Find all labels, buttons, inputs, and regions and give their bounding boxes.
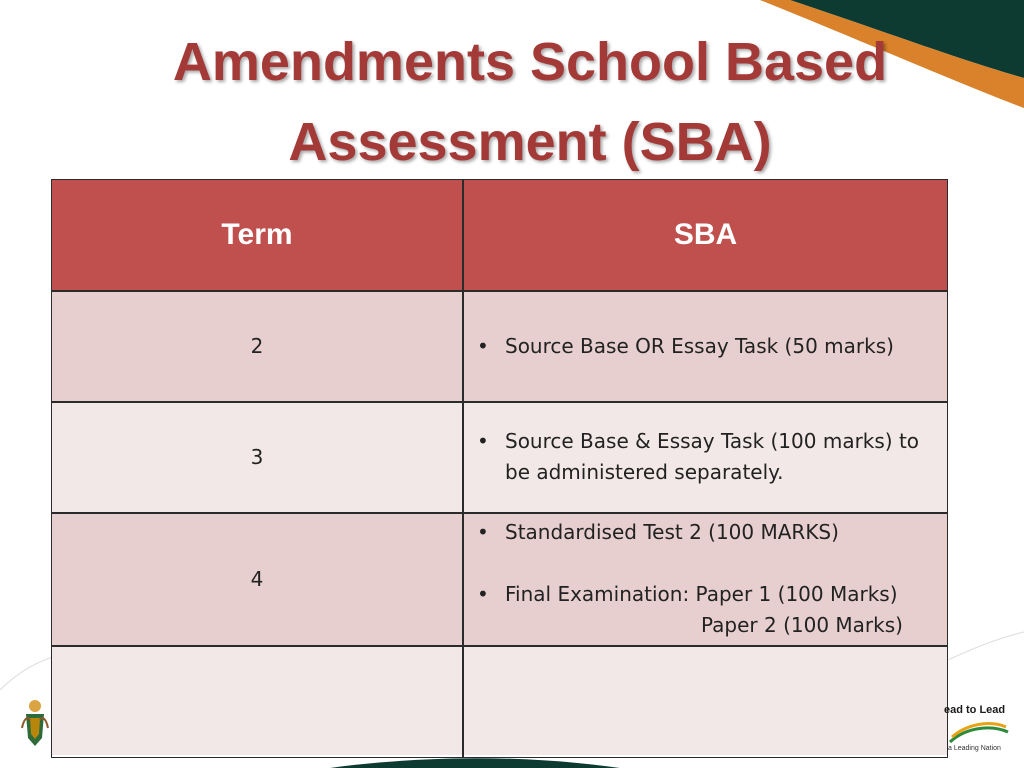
sba-list: [463, 331, 948, 362]
sba-item-text: Source Base OR Essay Task (50 marks): [505, 333, 894, 358]
header-term: Term: [52, 180, 463, 291]
slide-title: [110, 22, 950, 182]
table-row: [52, 646, 949, 756]
bullet-icon: •: [477, 582, 489, 606]
table-row: [52, 402, 949, 513]
sba-item-continuation: Paper 2 (100 Marks): [701, 613, 903, 637]
list-item: [477, 517, 948, 548]
bullet-icon: •: [477, 333, 489, 358]
list-item: [477, 579, 948, 641]
term-cell: 2: [52, 291, 463, 402]
slogan-text: ead to Lead: [944, 704, 1006, 716]
bullet-icon: •: [477, 429, 489, 453]
table-row: [52, 513, 949, 646]
bottom-swoosh: [330, 758, 620, 768]
sba-item-text: Standardised Test 2 (100 MARKS): [505, 520, 839, 544]
faint-arc-right: [948, 632, 1024, 660]
sba-cell: [463, 646, 949, 756]
sba-item-text: Final Examination: Paper 1 (100 Marks): [505, 582, 898, 606]
term-cell: 3: [52, 402, 463, 513]
sba-cell: [463, 513, 949, 646]
sba-list: [463, 517, 948, 641]
list-item: [477, 331, 948, 362]
slide-title-line-2: Assessment (SBA): [288, 112, 772, 172]
sba-list: [463, 426, 948, 488]
sba-cell: [463, 291, 949, 402]
slogan-subtext: a Leading Nation: [948, 745, 1001, 752]
header-sba: SBA: [463, 180, 949, 291]
sba-cell: [463, 402, 949, 513]
list-item: [477, 426, 948, 488]
table-row: [52, 291, 949, 402]
sba-item-text: Source Base & Essay Task (100 marks) to be administered separately.: [505, 429, 920, 484]
slide-title-line-1: Amendments School Based: [172, 32, 888, 92]
term-cell: 4: [52, 513, 463, 646]
bullet-icon: •: [477, 520, 489, 544]
sba-table: [51, 179, 949, 756]
logo-arc-green: [950, 728, 1008, 742]
coat-of-arms-icon: [20, 698, 50, 750]
term-cell: [52, 646, 463, 756]
table-header-row: [52, 180, 949, 291]
